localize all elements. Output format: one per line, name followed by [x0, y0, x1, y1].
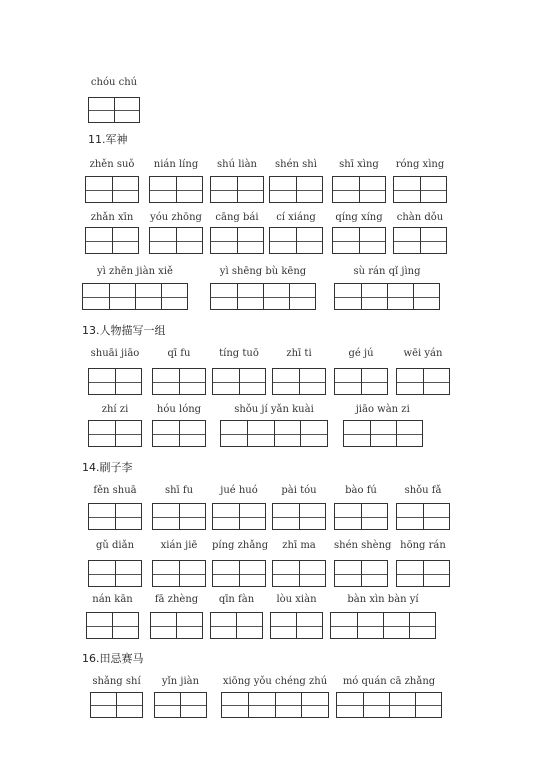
pinyin-label: zhī ti: [286, 348, 312, 359]
character-writing-grid[interactable]: [152, 420, 206, 447]
pinyin-label: gé jú: [348, 348, 374, 359]
character-box[interactable]: [211, 228, 237, 253]
character-box[interactable]: [221, 421, 247, 446]
character-writing-grid[interactable]: [334, 368, 388, 395]
character-box[interactable]: [331, 613, 357, 638]
character-writing-grid[interactable]: [270, 612, 323, 639]
character-box[interactable]: [359, 177, 385, 202]
pinyin-label: jiāo wàn zi: [355, 404, 410, 415]
character-writing-grid[interactable]: [150, 612, 203, 639]
character-writing-grid[interactable]: [272, 368, 326, 395]
character-box[interactable]: [299, 369, 325, 394]
character-writing-grid[interactable]: [212, 560, 266, 587]
character-writing-grid[interactable]: [334, 503, 388, 530]
character-box[interactable]: [237, 177, 263, 202]
character-box[interactable]: [179, 561, 205, 586]
pinyin-label: shī xìng: [339, 159, 379, 170]
character-box[interactable]: [150, 177, 176, 202]
pinyin-label: jué huó: [220, 485, 258, 496]
character-box[interactable]: [337, 693, 363, 717]
character-box[interactable]: [237, 228, 263, 253]
pinyin-label: qīn fàn: [218, 594, 255, 605]
section-title: 14.刷子李: [82, 461, 133, 474]
pinyin-label: zhī ma: [282, 540, 316, 551]
pinyin-label: hōng rán: [400, 540, 446, 551]
pinyin-label: yóu zhōng: [150, 212, 202, 223]
pinyin-label: shú liàn: [217, 159, 257, 170]
pinyin-label: yǐn jiàn: [161, 676, 200, 687]
character-box[interactable]: [222, 693, 248, 717]
character-box[interactable]: [370, 421, 396, 446]
character-writing-grid[interactable]: [210, 612, 263, 639]
character-box[interactable]: [89, 98, 114, 122]
character-writing-grid[interactable]: [210, 176, 264, 203]
character-writing-grid[interactable]: [336, 692, 442, 718]
character-box[interactable]: [273, 504, 299, 529]
character-writing-grid[interactable]: [393, 176, 447, 203]
character-box[interactable]: [155, 693, 180, 717]
character-box[interactable]: [89, 421, 115, 446]
character-box[interactable]: [91, 693, 116, 717]
character-writing-grid[interactable]: [334, 283, 440, 310]
pinyin-label: shén shèng: [334, 540, 392, 551]
character-box[interactable]: [89, 369, 115, 394]
character-writing-grid[interactable]: [86, 612, 139, 639]
character-box[interactable]: [387, 284, 413, 309]
character-box[interactable]: [176, 613, 202, 638]
character-box[interactable]: [394, 177, 420, 202]
character-box[interactable]: [296, 613, 322, 638]
character-writing-grid[interactable]: [85, 227, 139, 254]
pinyin-label: zhǎn xīn: [90, 212, 134, 223]
character-box[interactable]: [344, 421, 370, 446]
character-box[interactable]: [273, 369, 299, 394]
character-box[interactable]: [409, 613, 435, 638]
character-box[interactable]: [270, 177, 296, 202]
character-box[interactable]: [179, 504, 205, 529]
character-box[interactable]: [300, 421, 327, 446]
character-box[interactable]: [423, 504, 449, 529]
character-writing-grid[interactable]: [272, 560, 326, 587]
character-box[interactable]: [415, 693, 441, 717]
pinyin-label: píng zhǎng: [212, 540, 269, 551]
character-writing-grid[interactable]: [269, 227, 323, 254]
character-writing-grid[interactable]: [149, 176, 203, 203]
character-box[interactable]: [413, 284, 439, 309]
pinyin-label: bàn xìn bàn yí: [347, 594, 419, 605]
character-box[interactable]: [213, 561, 239, 586]
character-writing-grid[interactable]: [343, 420, 423, 447]
character-writing-grid[interactable]: [396, 368, 450, 395]
character-box[interactable]: [135, 284, 161, 309]
pinyin-label: qíng xíng: [335, 212, 383, 223]
character-box[interactable]: [153, 561, 179, 586]
character-box[interactable]: [420, 177, 446, 202]
character-box[interactable]: [394, 228, 420, 253]
character-box[interactable]: [423, 369, 449, 394]
character-box[interactable]: [115, 369, 141, 394]
pinyin-label: qī fu: [167, 348, 191, 359]
character-writing-grid[interactable]: [90, 692, 143, 718]
character-box[interactable]: [333, 228, 359, 253]
pinyin-label: chàn dǒu: [396, 212, 444, 223]
character-writing-grid[interactable]: [334, 560, 388, 587]
character-box[interactable]: [361, 284, 387, 309]
character-box[interactable]: [296, 228, 322, 253]
character-writing-grid[interactable]: [82, 283, 188, 310]
character-box[interactable]: [396, 421, 422, 446]
pinyin-label: shǒu fǎ: [404, 485, 442, 496]
character-writing-grid[interactable]: [212, 368, 266, 395]
character-box[interactable]: [335, 561, 361, 586]
character-writing-grid[interactable]: [272, 503, 326, 530]
character-box[interactable]: [335, 504, 361, 529]
pinyin-label: nián líng: [153, 159, 199, 170]
character-writing-grid[interactable]: [221, 692, 329, 718]
character-writing-grid[interactable]: [88, 97, 140, 123]
pinyin-label: xiōng yǒu chéng zhú: [222, 676, 328, 687]
character-writing-grid[interactable]: [269, 176, 323, 203]
character-writing-grid[interactable]: [396, 503, 450, 530]
character-box[interactable]: [86, 177, 112, 202]
character-box[interactable]: [357, 613, 383, 638]
character-box[interactable]: [83, 284, 109, 309]
character-box[interactable]: [150, 228, 176, 253]
character-box[interactable]: [236, 613, 262, 638]
pinyin-label: sù rán qǐ jìng: [353, 266, 421, 277]
character-box[interactable]: [248, 693, 275, 717]
pinyin-label: shén shì: [275, 159, 317, 170]
character-writing-grid[interactable]: [152, 503, 206, 530]
pinyin-label: nán kān: [92, 594, 133, 605]
character-box[interactable]: [420, 228, 446, 253]
character-box[interactable]: [213, 369, 239, 394]
pinyin-label: róng xìng: [395, 159, 445, 170]
character-box[interactable]: [115, 421, 141, 446]
character-box[interactable]: [153, 504, 179, 529]
character-box[interactable]: [211, 613, 236, 638]
pinyin-label: chóu chú: [90, 77, 138, 88]
pinyin-label: zhěn suǒ: [89, 159, 135, 170]
character-writing-grid[interactable]: [330, 612, 436, 639]
character-box[interactable]: [247, 421, 274, 446]
character-box[interactable]: [270, 228, 296, 253]
character-writing-grid[interactable]: [332, 227, 386, 254]
character-writing-grid[interactable]: [210, 283, 316, 310]
pinyin-label: cāng bái: [215, 212, 259, 223]
character-box[interactable]: [361, 504, 387, 529]
pinyin-label: pài tóu: [281, 485, 317, 496]
character-writing-grid[interactable]: [149, 227, 203, 254]
character-box[interactable]: [151, 613, 176, 638]
character-writing-grid[interactable]: [88, 368, 142, 395]
character-box[interactable]: [389, 693, 415, 717]
character-box[interactable]: [299, 561, 325, 586]
character-box[interactable]: [176, 177, 202, 202]
pinyin-label: shǎng shí: [92, 676, 141, 687]
pinyin-label: tíng tuō: [219, 348, 259, 359]
character-box[interactable]: [237, 284, 263, 309]
character-box[interactable]: [361, 561, 387, 586]
character-box[interactable]: [87, 613, 112, 638]
character-box[interactable]: [179, 421, 205, 446]
character-box[interactable]: [239, 369, 265, 394]
pinyin-label: zhí zi: [101, 404, 129, 415]
character-box[interactable]: [335, 369, 361, 394]
character-box[interactable]: [335, 284, 361, 309]
character-box[interactable]: [176, 228, 202, 253]
character-writing-grid[interactable]: [85, 176, 139, 203]
character-box[interactable]: [333, 177, 359, 202]
character-writing-grid[interactable]: [152, 560, 206, 587]
pinyin-label: bào fú: [345, 485, 377, 496]
character-writing-grid[interactable]: [220, 420, 328, 447]
section-title: 13.人物描写一组: [82, 324, 166, 337]
character-box[interactable]: [239, 561, 265, 586]
pinyin-label: xián jiē: [160, 540, 198, 551]
character-box[interactable]: [112, 613, 138, 638]
character-box[interactable]: [161, 284, 187, 309]
pinyin-label: shǒu jí yǎn kuài: [234, 404, 314, 415]
character-box[interactable]: [263, 284, 289, 309]
pinyin-label: hóu lóng: [156, 404, 202, 415]
character-box[interactable]: [153, 421, 179, 446]
character-box[interactable]: [273, 561, 299, 586]
character-box[interactable]: [116, 693, 142, 717]
character-box[interactable]: [115, 504, 141, 529]
character-box[interactable]: [301, 693, 328, 717]
character-writing-grid[interactable]: [332, 176, 386, 203]
character-box[interactable]: [89, 504, 115, 529]
section-title: 16.田忌赛马: [82, 652, 144, 665]
character-writing-grid[interactable]: [88, 560, 142, 587]
character-box[interactable]: [213, 504, 239, 529]
character-box[interactable]: [275, 693, 302, 717]
character-box[interactable]: [114, 98, 139, 122]
character-writing-grid[interactable]: [152, 368, 206, 395]
character-box[interactable]: [179, 369, 205, 394]
character-box[interactable]: [423, 561, 449, 586]
character-box[interactable]: [115, 561, 141, 586]
pinyin-label: shuāi jiāo: [90, 348, 140, 359]
character-box[interactable]: [180, 693, 206, 717]
character-box[interactable]: [271, 613, 296, 638]
character-box[interactable]: [112, 177, 138, 202]
pinyin-label: cí xiáng: [276, 212, 316, 223]
character-writing-grid[interactable]: [393, 227, 447, 254]
character-box[interactable]: [397, 561, 423, 586]
character-box[interactable]: [89, 561, 115, 586]
character-box[interactable]: [109, 284, 135, 309]
character-writing-grid[interactable]: [210, 227, 264, 254]
character-box[interactable]: [383, 613, 409, 638]
section-title: 11.军神: [88, 133, 128, 146]
pinyin-label: fěn shuā: [93, 485, 137, 496]
pinyin-label: yì zhēn jiàn xiě: [97, 266, 173, 277]
character-box[interactable]: [153, 369, 179, 394]
pinyin-label: yì shēng bù kēng: [219, 266, 307, 277]
character-box[interactable]: [112, 228, 138, 253]
character-box[interactable]: [86, 228, 112, 253]
character-box[interactable]: [239, 504, 265, 529]
character-box[interactable]: [359, 228, 385, 253]
pinyin-label: wēi yán: [403, 348, 443, 359]
character-writing-grid[interactable]: [88, 420, 142, 447]
character-box[interactable]: [299, 504, 325, 529]
pinyin-label: fā zhèng: [154, 594, 199, 605]
character-box[interactable]: [211, 284, 237, 309]
character-box[interactable]: [397, 504, 423, 529]
pinyin-label: gǔ diǎn: [95, 540, 135, 551]
character-box[interactable]: [361, 369, 387, 394]
character-box[interactable]: [397, 369, 423, 394]
character-box[interactable]: [296, 177, 322, 202]
character-writing-grid[interactable]: [88, 503, 142, 530]
character-box[interactable]: [289, 284, 315, 309]
character-writing-grid[interactable]: [396, 560, 450, 587]
character-writing-grid[interactable]: [212, 503, 266, 530]
pinyin-label: shī fu: [164, 485, 194, 496]
character-box[interactable]: [211, 177, 237, 202]
character-writing-grid[interactable]: [154, 692, 207, 718]
character-box[interactable]: [363, 693, 389, 717]
pinyin-label: lòu xiàn: [276, 594, 317, 605]
character-box[interactable]: [274, 421, 301, 446]
pinyin-label: mó quán cā zhǎng: [342, 676, 436, 687]
